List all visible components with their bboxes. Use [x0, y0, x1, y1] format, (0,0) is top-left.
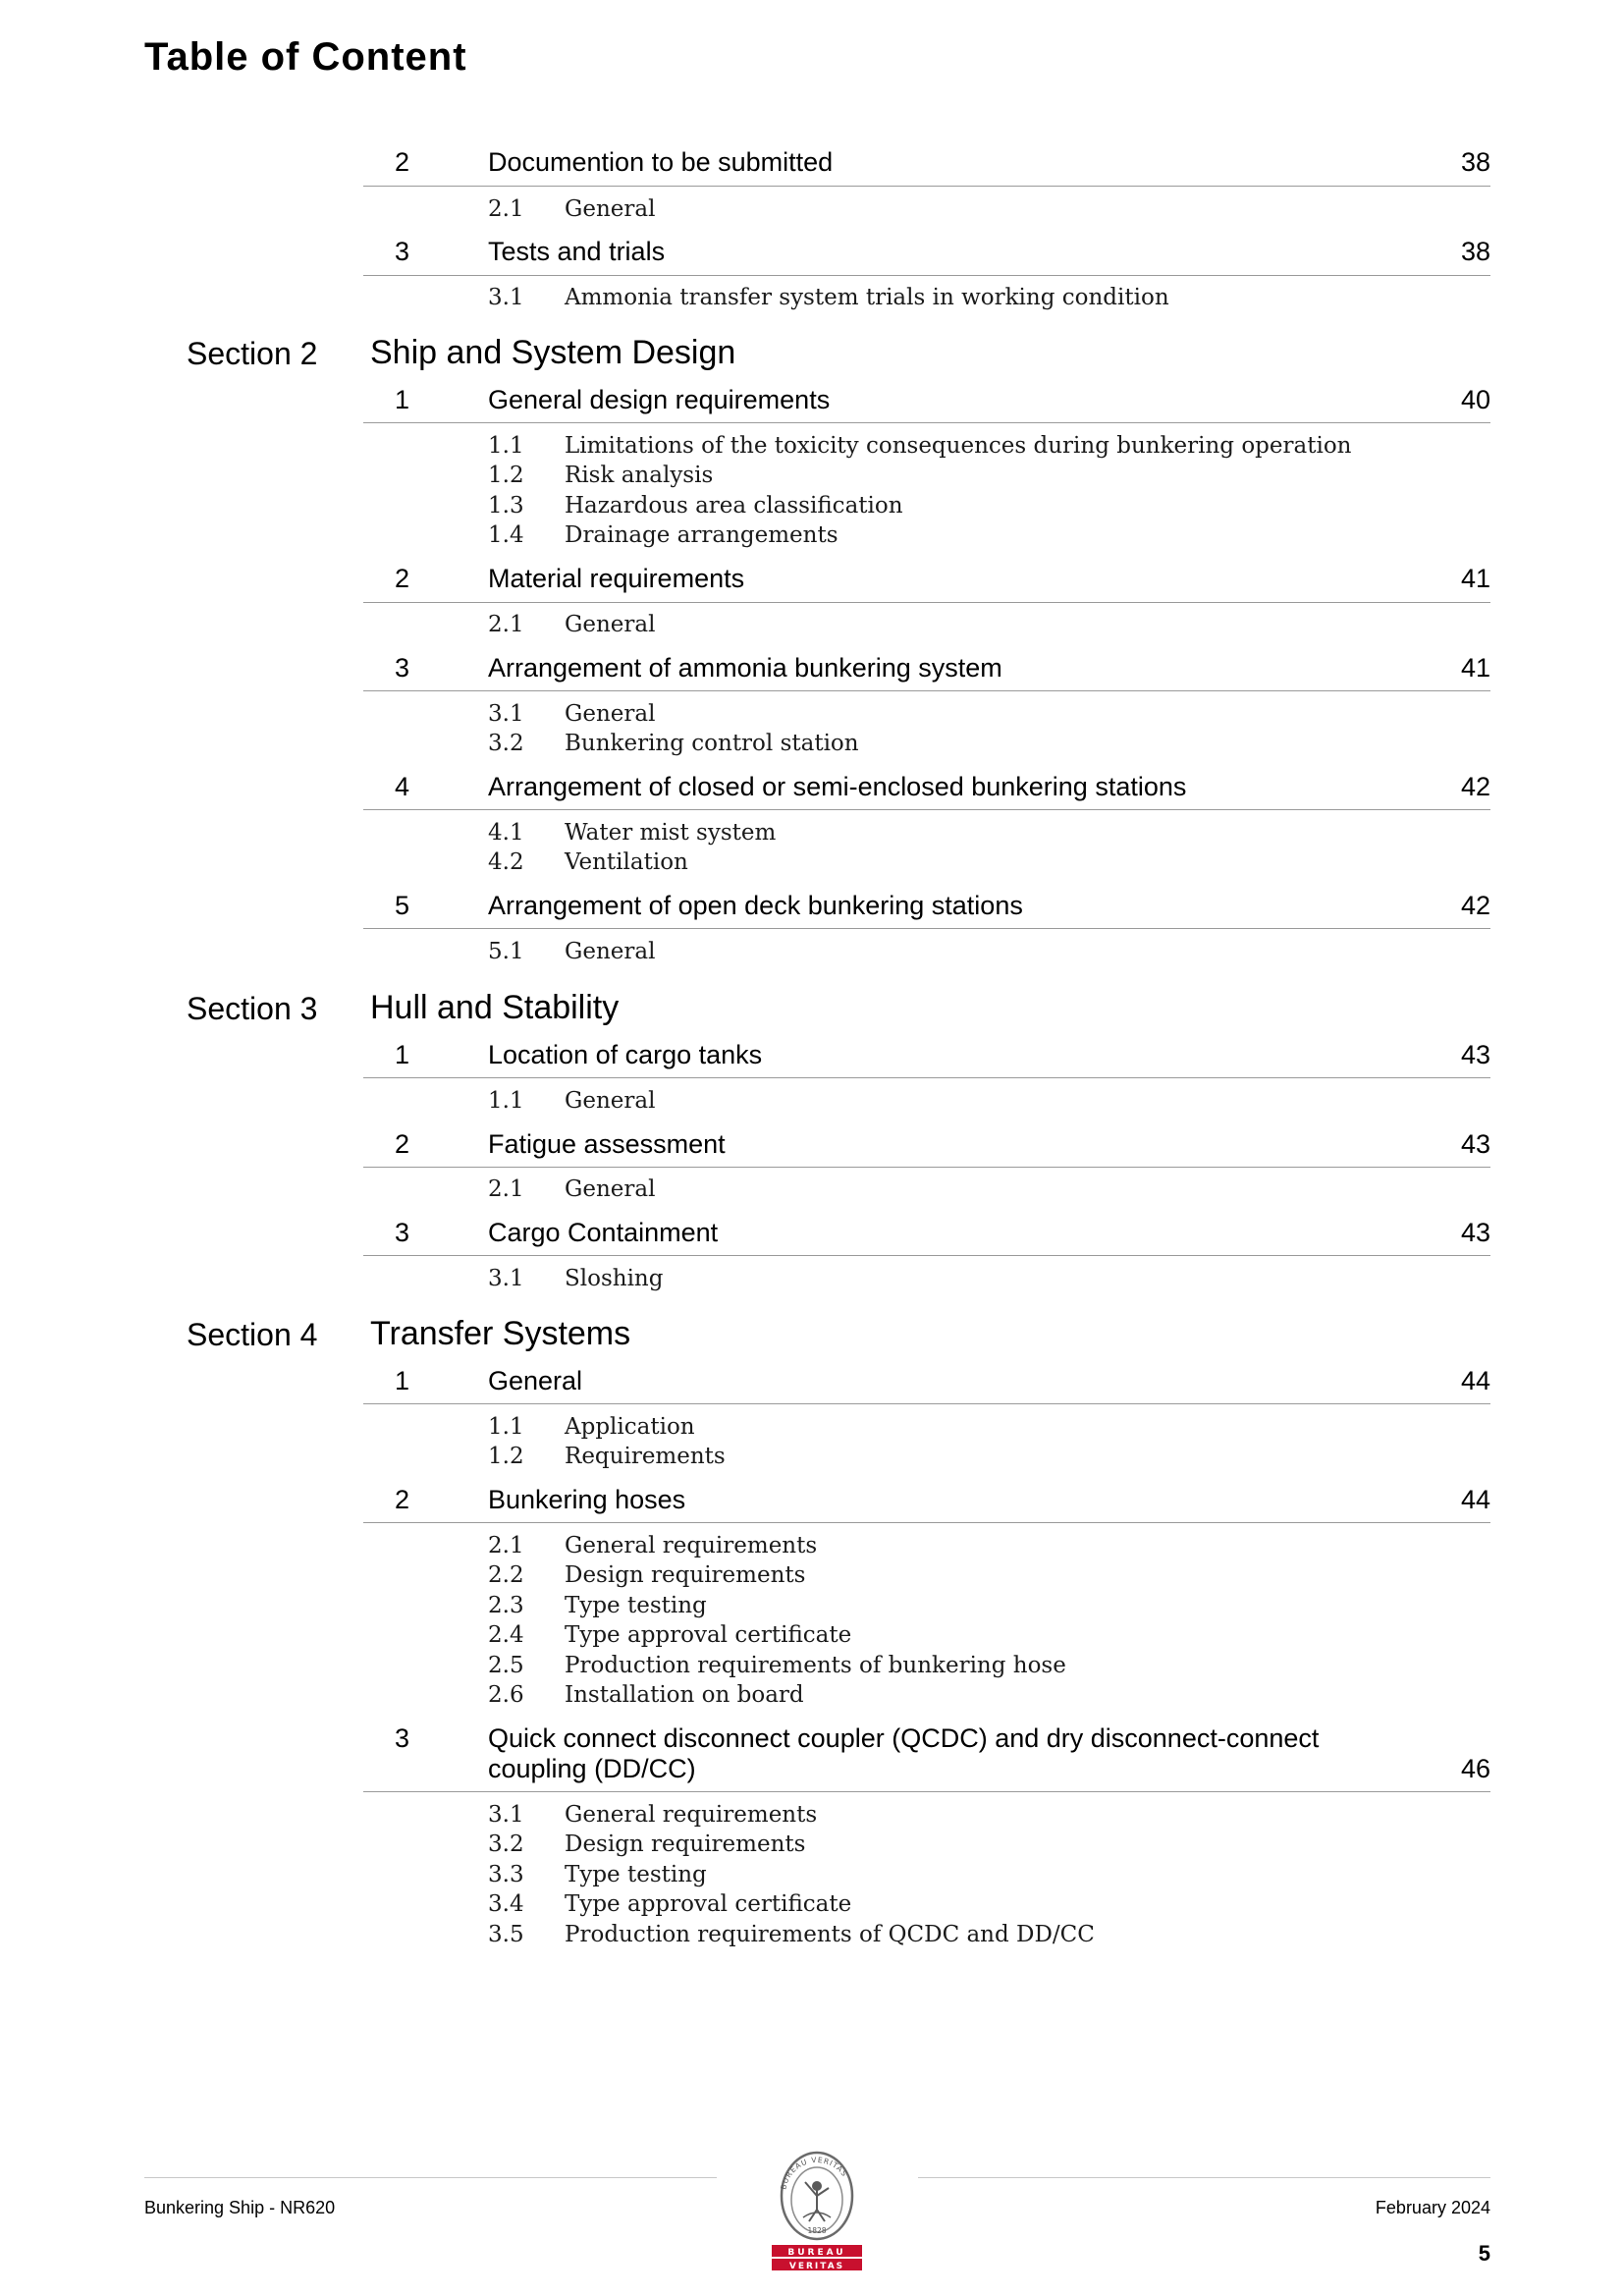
page-number: 5 [1478, 2241, 1490, 2266]
article-title[interactable]: General design requirements [488, 385, 831, 414]
article-page: 44 [1460, 1366, 1490, 1395]
subarticle-title[interactable]: Installation on board [565, 1682, 804, 1708]
subarticle-title[interactable]: Hazardous area classification [565, 493, 903, 519]
article-page: 42 [1460, 772, 1490, 801]
subarticle-title[interactable]: Water mist system [565, 820, 777, 846]
article-number: 1 [395, 1366, 410, 1395]
subarticle-number: 3.4 [488, 1891, 524, 1917]
subarticle-title[interactable]: Application [565, 1414, 695, 1440]
subarticle-title[interactable]: General requirements [565, 1802, 818, 1828]
subarticle-number: 3.2 [488, 1831, 524, 1857]
article-title[interactable]: Cargo Containment [488, 1218, 719, 1247]
subarticle-number: 2.1 [488, 612, 524, 637]
article-page: 43 [1460, 1218, 1490, 1247]
divider [363, 275, 1490, 276]
divider [363, 690, 1490, 691]
article-title[interactable]: Location of cargo tanks [488, 1040, 763, 1069]
subarticle-title[interactable]: General requirements [565, 1533, 818, 1558]
footer-document-name: Bunkering Ship - NR620 [144, 2198, 336, 2217]
article-number: 2 [395, 1129, 410, 1159]
divider [363, 422, 1490, 423]
article-title[interactable]: Arrangement of closed or semi-enclosed bunkering stations [488, 772, 1187, 801]
subarticle-title[interactable]: Type testing [565, 1593, 707, 1618]
article-title[interactable]: Bunkering hoses [488, 1485, 686, 1514]
section-title[interactable]: Transfer Systems [370, 1315, 631, 1352]
subarticle-title[interactable]: Type approval certificate [565, 1891, 852, 1917]
subarticle-title[interactable]: Bunkering control station [565, 731, 859, 756]
subarticle-number: 3.1 [488, 1802, 524, 1828]
divider [363, 928, 1490, 929]
section-label: Section 3 [187, 991, 318, 1026]
subarticle-number: 2.1 [488, 1533, 524, 1558]
subarticle-title[interactable]: General [565, 196, 656, 222]
article-page: 41 [1460, 653, 1490, 683]
article-number: 2 [395, 147, 410, 177]
article-title[interactable]: Tests and trials [488, 237, 666, 266]
article-number: 5 [395, 891, 410, 920]
svg-text:1828: 1828 [807, 2226, 827, 2235]
subarticle-number: 3.1 [488, 701, 524, 727]
article-page: 46 [1460, 1754, 1490, 1783]
subarticle-title[interactable]: Ammonia transfer system trials in working condition [565, 285, 1169, 310]
subarticle-title[interactable]: Drainage arrangements [565, 522, 839, 548]
svg-text:VERITAS: VERITAS [788, 2262, 845, 2271]
subarticle-title[interactable]: General [565, 1176, 656, 1202]
subarticle-title[interactable]: Type testing [565, 1862, 707, 1887]
subarticle-number: 2.1 [488, 1176, 524, 1202]
subarticle-title[interactable]: Requirements [565, 1444, 726, 1469]
article-number: 1 [395, 1040, 410, 1069]
svg-text:BUREAU VERITAS: BUREAU VERITAS [779, 2155, 850, 2191]
section-label: Section 2 [187, 336, 318, 371]
divider [363, 602, 1490, 603]
article-title[interactable]: General [488, 1366, 583, 1395]
article-page: 43 [1460, 1129, 1490, 1159]
article-page: 38 [1460, 237, 1490, 266]
divider [363, 1791, 1490, 1792]
article-page: 42 [1460, 891, 1490, 920]
divider [363, 1522, 1490, 1523]
subarticle-number: 2.4 [488, 1622, 524, 1648]
subarticle-number: 3.5 [488, 1922, 524, 1947]
section-label: Section 4 [187, 1317, 318, 1352]
subarticle-title[interactable]: Production requirements of bunkering hose [565, 1653, 1066, 1678]
divider [363, 1167, 1490, 1168]
subarticle-title[interactable]: General [565, 701, 656, 727]
subarticle-title[interactable]: Risk analysis [565, 463, 714, 488]
subarticle-number: 3.1 [488, 285, 524, 310]
subarticle-title[interactable]: General [565, 1088, 656, 1114]
article-page: 43 [1460, 1040, 1490, 1069]
subarticle-title[interactable]: General [565, 612, 656, 637]
article-number: 2 [395, 564, 410, 593]
subarticle-number: 1.1 [488, 1088, 524, 1114]
subarticle-number: 2.5 [488, 1653, 524, 1678]
subarticle-title[interactable]: Limitations of the toxicity consequences during bunkering operation [565, 433, 1352, 459]
subarticle-number: 1.2 [488, 463, 524, 488]
article-page: 40 [1460, 385, 1490, 414]
footer-divider-left [144, 2177, 717, 2178]
subarticle-title[interactable]: Design requirements [565, 1831, 806, 1857]
article-number: 3 [395, 237, 410, 266]
subarticle-number: 2.2 [488, 1562, 524, 1588]
article-number: 3 [395, 1723, 410, 1753]
article-title[interactable]: Material requirements [488, 564, 745, 593]
article-page: 38 [1460, 147, 1490, 177]
article-number: 1 [395, 385, 410, 414]
article-title[interactable]: Fatigue assessment [488, 1129, 726, 1159]
article-title[interactable]: Arrangement of ammonia bunkering system [488, 653, 1002, 683]
subarticle-number: 2.1 [488, 196, 524, 222]
article-title[interactable]: Arrangement of open deck bunkering stations [488, 891, 1023, 920]
footer-date: February 2024 [1375, 2198, 1490, 2217]
subarticle-number: 2.6 [488, 1682, 524, 1708]
footer-divider-right [918, 2177, 1490, 2178]
svg-text:BUREAU: BUREAU [787, 2248, 846, 2258]
subarticle-number: 1.4 [488, 522, 524, 548]
subarticle-number: 4.2 [488, 849, 524, 875]
subarticle-title[interactable]: Ventilation [565, 849, 688, 875]
subarticle-number: 1.1 [488, 1414, 524, 1440]
article-number: 3 [395, 653, 410, 683]
section-title[interactable]: Ship and System Design [370, 334, 736, 371]
subarticle-number: 1.3 [488, 493, 524, 519]
article-page: 41 [1460, 564, 1490, 593]
article-number: 2 [395, 1485, 410, 1514]
divider [363, 809, 1490, 810]
subarticle-title[interactable]: General [565, 939, 656, 964]
subarticle-title[interactable]: Production requirements of QCDC and DD/CC [565, 1922, 1095, 1947]
article-number: 3 [395, 1218, 410, 1247]
article-title[interactable]: Quick connect disconnect coupler (QCDC) and dry disconnect-connect coupling (DD/CC) [488, 1723, 1320, 1783]
subarticle-number: 1.2 [488, 1444, 524, 1469]
subarticle-number: 3.2 [488, 731, 524, 756]
subarticle-number: 4.1 [488, 820, 524, 846]
subarticle-number: 1.1 [488, 433, 524, 459]
subarticle-number: 3.3 [488, 1862, 524, 1887]
subarticle-title[interactable]: Sloshing [565, 1266, 664, 1291]
subarticle-number: 2.3 [488, 1593, 524, 1618]
article-page: 44 [1460, 1485, 1490, 1514]
article-number: 4 [395, 772, 410, 801]
divider [363, 186, 1490, 187]
subarticle-title[interactable]: Type approval certificate [565, 1622, 852, 1648]
divider [363, 1255, 1490, 1256]
subarticle-number: 3.1 [488, 1266, 524, 1291]
bureau-veritas-logo [764, 2149, 870, 2272]
divider [363, 1077, 1490, 1078]
article-title[interactable]: Documention to be submitted [488, 147, 834, 177]
subarticle-title[interactable]: Design requirements [565, 1562, 806, 1588]
subarticle-number: 5.1 [488, 939, 524, 964]
page-title: Table of Content [144, 35, 467, 79]
divider [363, 1403, 1490, 1404]
section-title[interactable]: Hull and Stability [370, 989, 620, 1026]
